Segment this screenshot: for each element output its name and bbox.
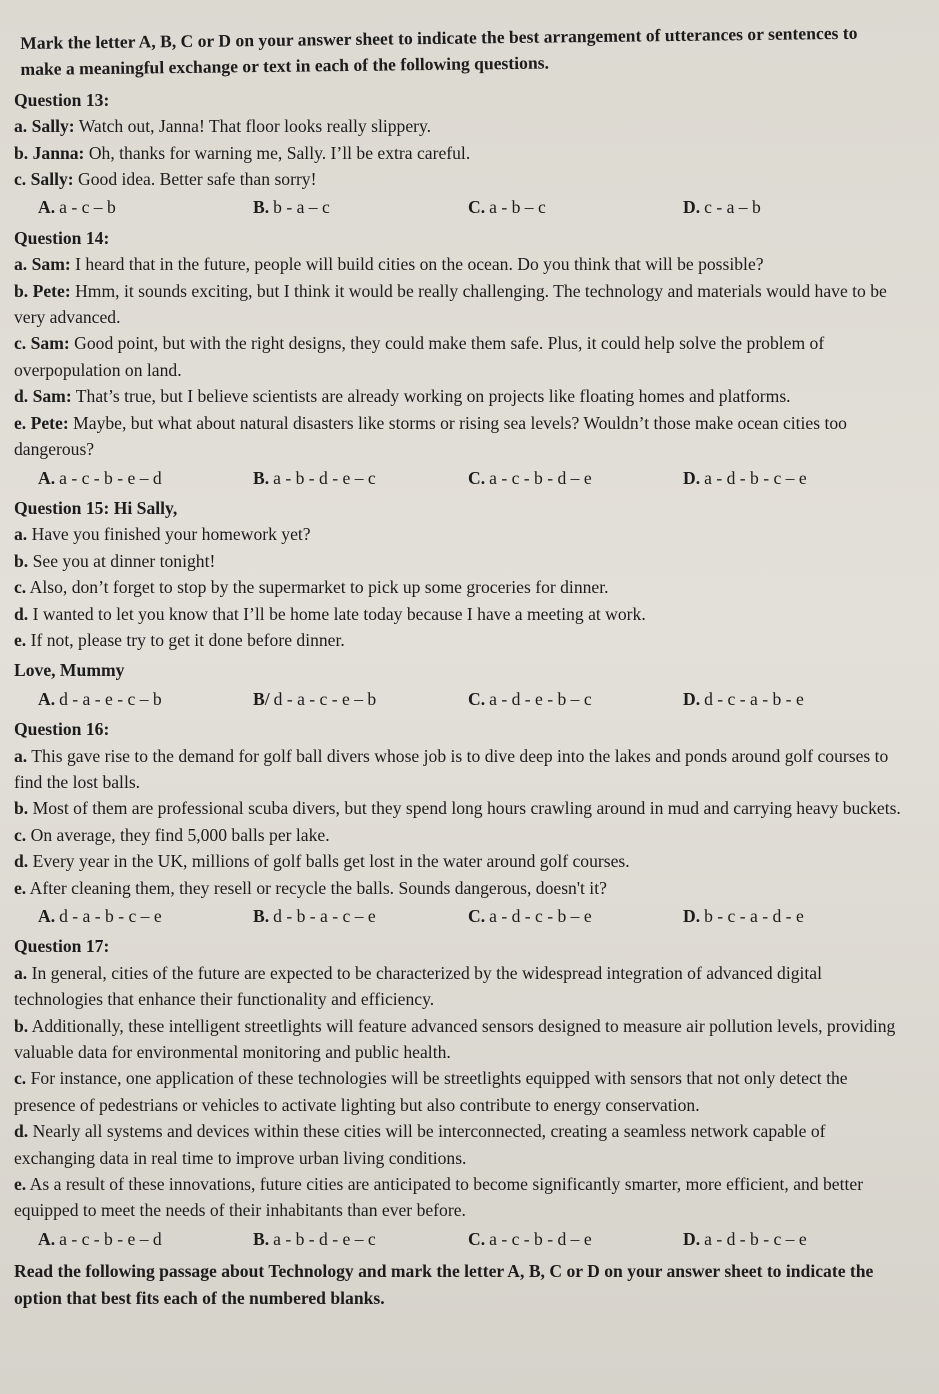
question-14 bbox=[14, 225, 901, 491]
answer-options bbox=[38, 686, 901, 712]
instructions: Mark the letter A, B, C or D on your answer sheet to indicate the best arrangement of utterances or sentences to make a meaningful exchange or text in each of the following questions. bbox=[20, 22, 858, 80]
option-b[interactable]: B. b - a – c bbox=[253, 197, 330, 218]
option-a[interactable]: A. d - a - b - c – e bbox=[38, 906, 162, 926]
option-a[interactable]: A. a - c - b - e – d bbox=[38, 467, 162, 488]
question-title: Question 17: bbox=[14, 936, 110, 957]
option-a[interactable]: A. a - c – b bbox=[38, 197, 116, 218]
option-c[interactable]: C. a - b – c bbox=[468, 197, 546, 218]
sentence: d. Every year in the UK, millions of golf balls get lost in the water around golf courses. bbox=[14, 851, 630, 872]
option-d[interactable]: D. c - a – b bbox=[683, 197, 761, 218]
option-a[interactable]: A. a - c - b - e – d bbox=[38, 1228, 162, 1249]
sentence: c. Also, don’t forget to stop by the supermarket to pick up some groceries for dinner. bbox=[14, 577, 609, 598]
option-c[interactable]: C. a - c - b - d – e bbox=[468, 1228, 592, 1249]
option-c[interactable]: C. a - d - e - b – c bbox=[468, 688, 592, 709]
option-d[interactable]: D. a - d - b - c – e bbox=[683, 1228, 807, 1249]
question-17 bbox=[14, 933, 901, 1252]
question-title: Question 15: Hi Sally, bbox=[14, 497, 178, 518]
utterance: c. Sally: Good idea. Better safe than sorry! bbox=[14, 169, 317, 190]
utterance: b. Janna: Oh, thanks for warning me, Sally. I’ll be extra careful. bbox=[14, 142, 471, 163]
question-13 bbox=[14, 87, 901, 221]
sentence: d. Nearly all systems and devices within these cities will be interconnected, creating a seamless network capable of exchanging data in real time to improve urban living conditions. bbox=[14, 1121, 826, 1168]
sentence: b. See you at dinner tonight! bbox=[14, 550, 216, 571]
question-title: Question 16: bbox=[14, 719, 110, 740]
utterance: a. Sally: Watch out, Janna! That floor looks really slippery. bbox=[14, 116, 432, 137]
option-d[interactable]: D. b - c - a - d - e bbox=[683, 906, 804, 926]
option-c[interactable]: C. a - c - b - d – e bbox=[468, 467, 592, 488]
option-b[interactable]: B. d - b - a - c – e bbox=[253, 906, 376, 926]
letter-closing: Love, Mummy bbox=[14, 660, 125, 681]
question-16 bbox=[14, 716, 901, 929]
sentence: a. In general, cities of the future are expected to be characterized by the widespread integration of advanced digital technologies that enhance their functionality and efficiency. bbox=[14, 962, 822, 1010]
option-d[interactable]: D. d - c - a - b - e bbox=[683, 688, 804, 709]
answer-options bbox=[38, 465, 901, 491]
sentence: e. After cleaning them, they resell or recycle the balls. Sounds dangerous, doesn't it? bbox=[14, 877, 607, 898]
option-b[interactable]: B. a - b - d - e – c bbox=[253, 1228, 376, 1249]
utterance: b. Pete: Hmm, it sounds exciting, but I think it would be really challenging. The technology and materials would have to be very advanced. bbox=[14, 280, 887, 328]
sentence: c. On average, they find 5,000 balls per lake. bbox=[14, 824, 330, 845]
question-title: Question 14: bbox=[14, 227, 110, 248]
utterance: c. Sam: Good point, but with the right designs, they could make them safe. Plus, it could help solve the problem of overpopulation on land. bbox=[14, 333, 825, 380]
sentence: b. Most of them are professional scuba divers, but they spend long hours crawling around in mud and carrying heavy buckets. bbox=[14, 798, 901, 819]
option-c[interactable]: C. a - d - c - b – e bbox=[468, 906, 592, 926]
sentence: c. For instance, one application of these technologies will be streetlights equipped with sensors that not only detect the presence of pedestrians or vehicles to activate lighting but also contribute to energy conservation. bbox=[14, 1068, 848, 1115]
passage-instructions: Read the following passage about Technology and mark the letter A, B, C or D on your answer sheet to indicate the option that best fits each of the numbered blanks. bbox=[14, 1261, 874, 1308]
option-a[interactable]: A. d - a - e - c – b bbox=[38, 688, 162, 709]
question-title: Question 13: bbox=[14, 89, 110, 110]
sentence: e. As a result of these innovations, future cities are anticipated to become significantly smarter, more efficient, and better equipped to meet the needs of their inhabitants than ever before. bbox=[14, 1174, 864, 1221]
utterance: e. Pete: Maybe, but what about natural disasters like storms or rising sea levels? Wouldn’t those make ocean cities too dangerous? bbox=[14, 412, 847, 460]
sentence: d. I wanted to let you know that I’ll be home late today because I have a meeting at work. bbox=[14, 603, 646, 624]
sentence: a. This gave rise to the demand for golf ball divers whose job is to dive deep into the lakes and ponds around golf courses to find the lost balls. bbox=[14, 745, 889, 792]
handwritten-check-mark: / bbox=[264, 688, 270, 709]
option-d[interactable]: D. a - d - b - c – e bbox=[683, 467, 807, 488]
option-b[interactable]: B/ d - a - c - e – b bbox=[253, 688, 377, 709]
utterance: d. Sam: That’s true, but I believe scientists are already working on projects like floating homes and platforms. bbox=[14, 386, 791, 407]
option-b[interactable]: B. a - b - d - e – c bbox=[253, 467, 376, 488]
answer-options bbox=[38, 903, 901, 929]
question-15 bbox=[14, 495, 901, 712]
sentence: b. Additionally, these intelligent streetlights will feature advanced sensors designed to measure air pollution levels, providing valuable data for environmental monitoring and public health. bbox=[14, 1015, 896, 1063]
answer-options bbox=[38, 1226, 901, 1252]
sentence: a. Have you finished your homework yet? bbox=[14, 524, 311, 545]
sentence: e. If not, please try to get it done before dinner. bbox=[14, 629, 345, 650]
utterance: a. Sam: I heard that in the future, people will build cities on the ocean. Do you think that will be possible? bbox=[14, 254, 764, 275]
answer-options bbox=[38, 194, 901, 220]
